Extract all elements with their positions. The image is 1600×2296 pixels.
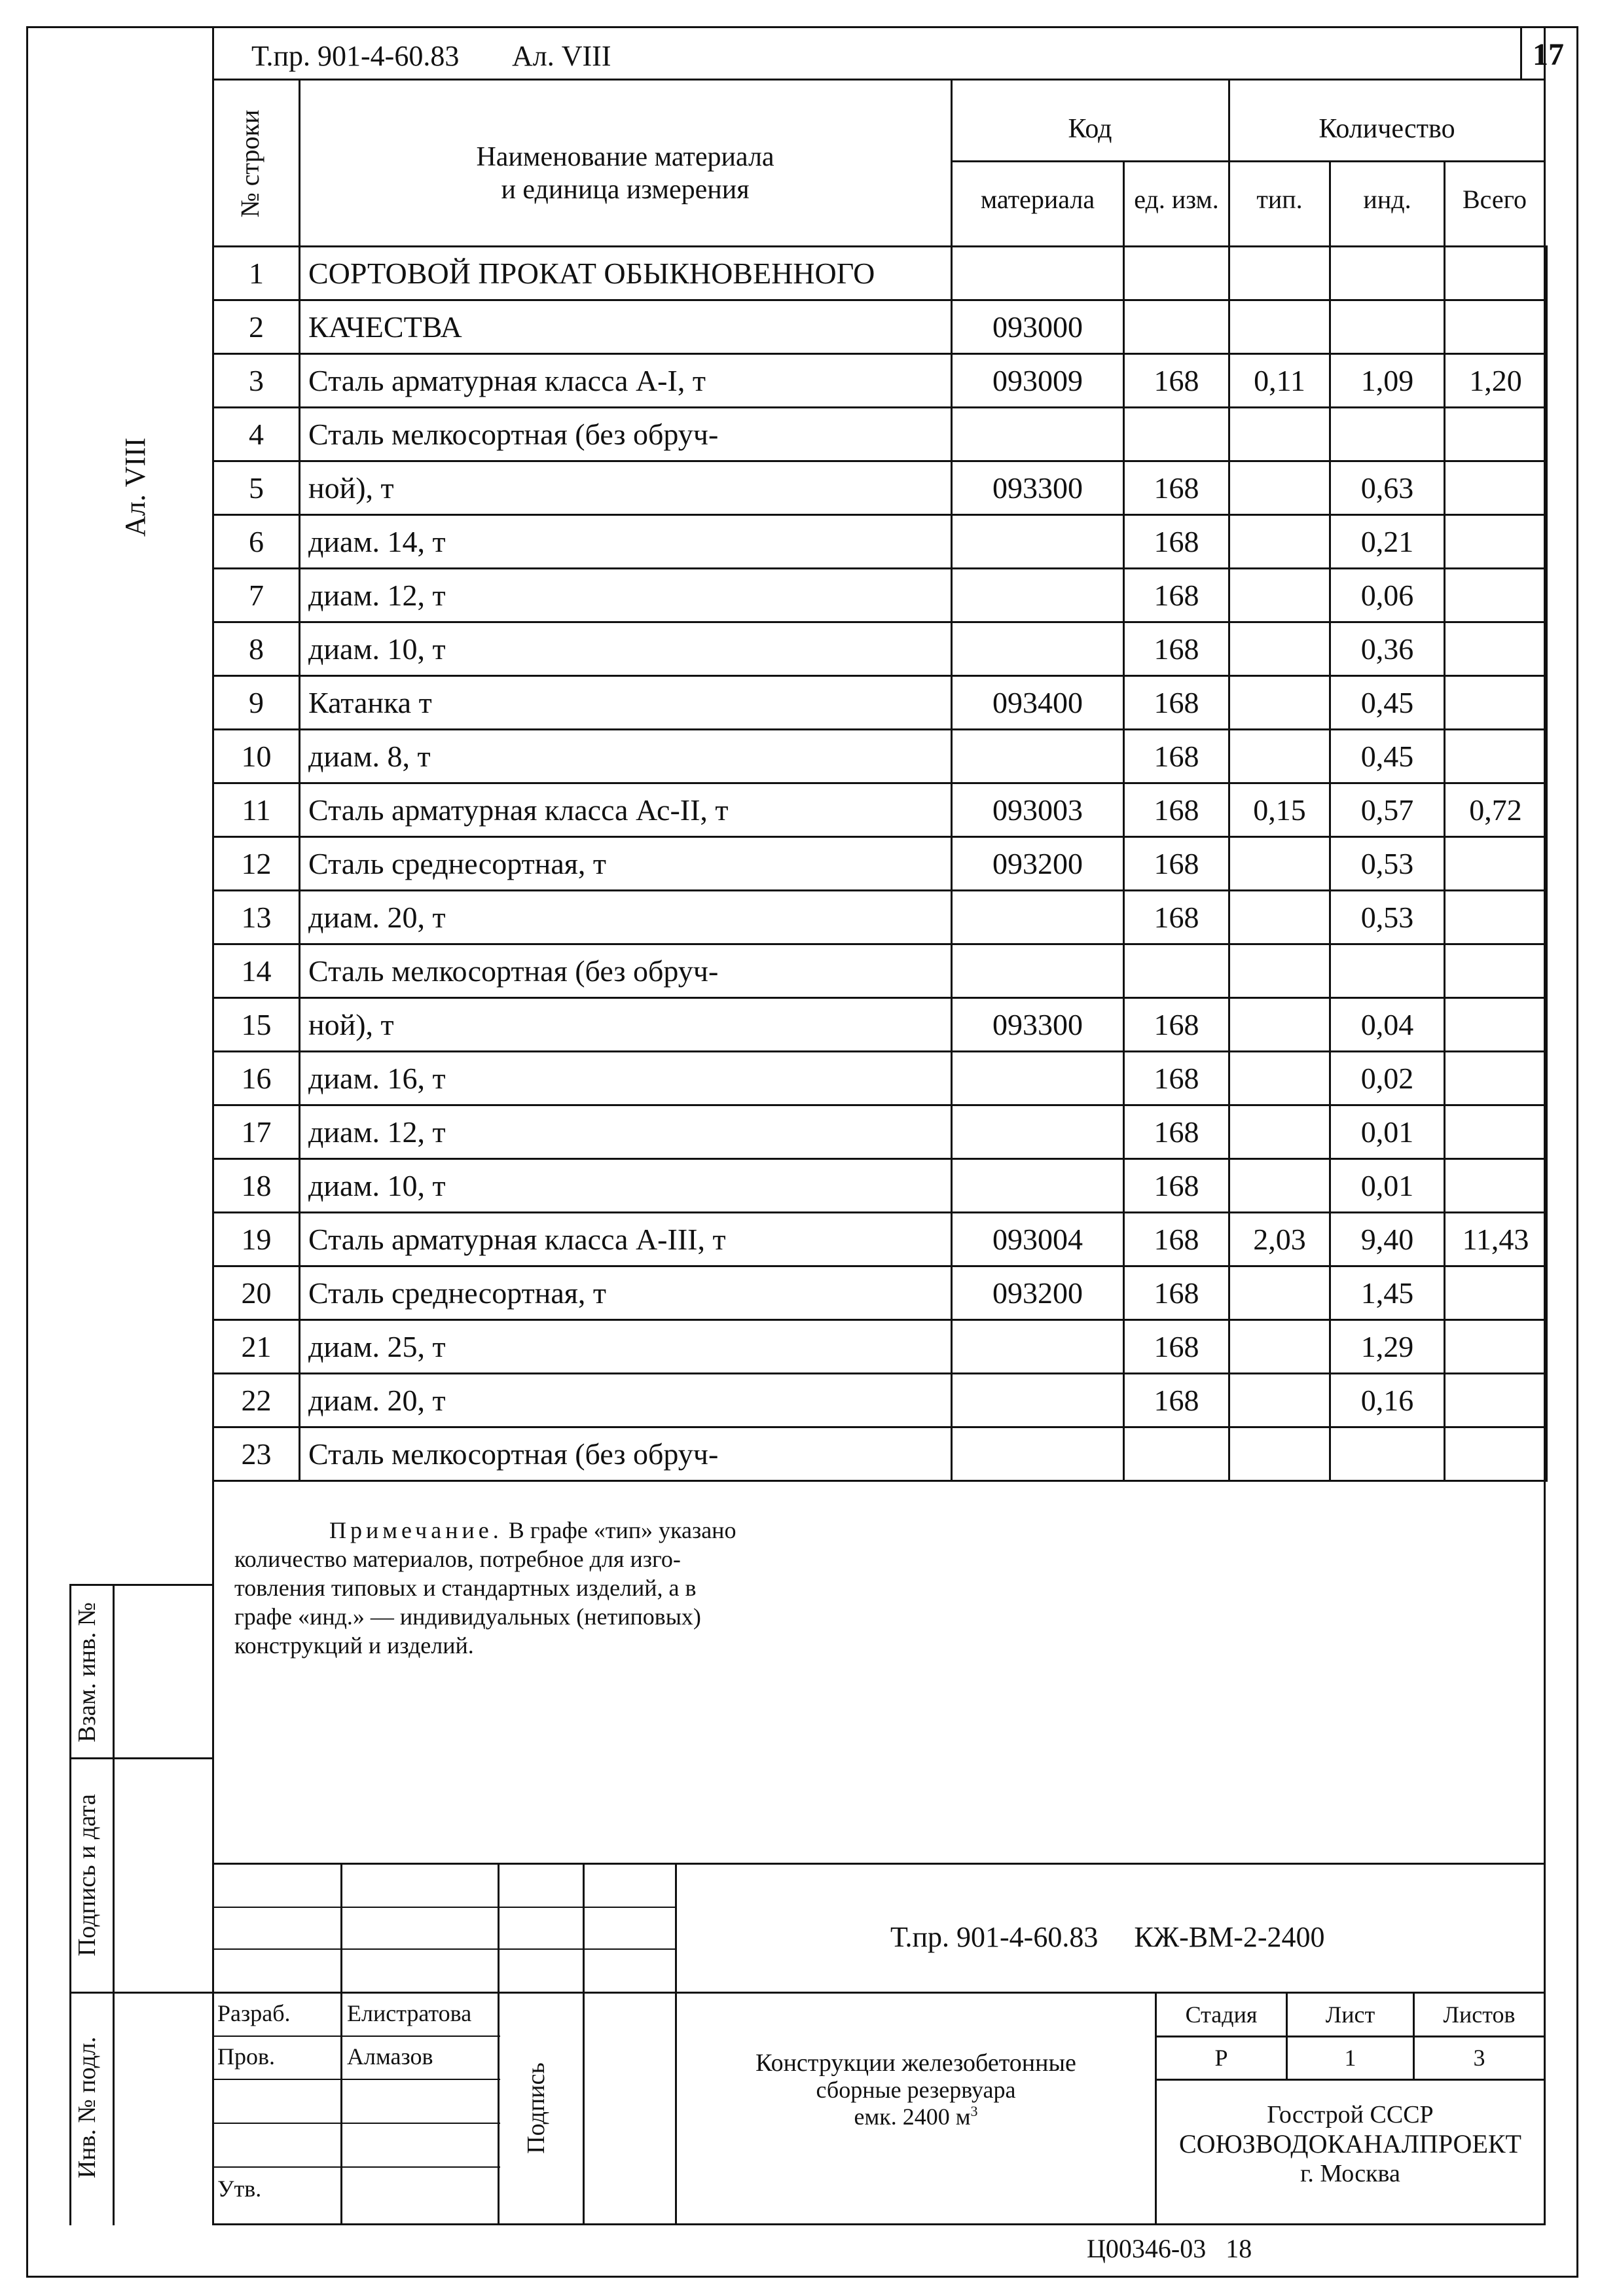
unit-code: 168 [1124, 837, 1229, 891]
table-row [213, 837, 1547, 891]
qty-typ [1229, 944, 1330, 998]
frame-right [1576, 26, 1578, 2278]
unit-code [1124, 408, 1229, 461]
unit-code: 168 [1124, 461, 1229, 515]
qty-typ [1229, 1105, 1330, 1159]
qty-total [1445, 622, 1547, 676]
material-name: диам. 12, т [300, 569, 952, 622]
material-name: диам. 10, т [300, 1159, 952, 1213]
table-row [213, 1159, 1547, 1213]
material-name: диам. 16, т [300, 1052, 952, 1105]
unit-code: 168 [1124, 515, 1229, 569]
row-number: 21 [213, 1320, 300, 1374]
title-line-1: Конструкции железобетонные [755, 2049, 1076, 2077]
tb-top [212, 1863, 1546, 1865]
name-check: Алмазов [347, 2043, 433, 2070]
qty-typ [1229, 622, 1330, 676]
qty-ind: 0,45 [1330, 730, 1445, 783]
material-name: Сталь среднесортная, т [300, 1266, 952, 1320]
row-number: 11 [213, 783, 300, 837]
unit-code [1124, 300, 1229, 354]
material-code [952, 1320, 1124, 1374]
qty-ind: 0,53 [1330, 837, 1445, 891]
col-code-group: Код [1068, 114, 1112, 144]
unit-code: 168 [1124, 1213, 1229, 1266]
qty-total: 11,43 [1445, 1213, 1547, 1266]
qty-typ [1229, 300, 1330, 354]
material-name: КАЧЕСТВА [300, 300, 952, 354]
row-number: 15 [213, 998, 300, 1052]
material-code [952, 891, 1124, 944]
unit-code [1124, 1427, 1229, 1481]
unit-code: 168 [1124, 1266, 1229, 1320]
note-line-2: количество материалов, потребное для изго- [234, 1546, 681, 1572]
table-row [213, 622, 1547, 676]
qty-typ [1229, 408, 1330, 461]
col-qty-ind: инд. [1363, 185, 1411, 214]
qty-ind: 0,06 [1330, 569, 1445, 622]
material-code [952, 408, 1124, 461]
org-line-2: СОЮЗВОДОКАНАЛПРОЕКТ [1179, 2129, 1521, 2159]
table-row [213, 569, 1547, 622]
tb-h-a [212, 1907, 677, 1908]
qty-ind [1330, 247, 1445, 300]
stage-value: Р [1214, 2045, 1228, 2071]
sheet-label: Лист [1325, 2001, 1375, 2028]
qty-total [1445, 300, 1547, 354]
hdr-v4 [1228, 79, 1230, 247]
table-row [213, 783, 1547, 837]
material-name: диам. 20, т [300, 1374, 952, 1427]
col-qty-group: Количество [1318, 114, 1455, 144]
qty-ind [1330, 300, 1445, 354]
col-code-material: материала [980, 185, 1095, 214]
qty-typ [1229, 1052, 1330, 1105]
tb-h-f [212, 2166, 500, 2168]
qty-total [1445, 998, 1547, 1052]
qty-total [1445, 676, 1547, 730]
row-number: 20 [213, 1266, 300, 1320]
material-code [952, 622, 1124, 676]
role-dev: Разраб. [217, 2000, 291, 2026]
qty-typ [1229, 1427, 1330, 1481]
qty-ind: 0,02 [1330, 1052, 1445, 1105]
qty-ind: 0,04 [1330, 998, 1445, 1052]
tb-h-stage1 [1155, 2036, 1546, 2037]
material-code: 093200 [952, 837, 1124, 891]
tb-h-e [212, 2123, 500, 2124]
side-stamp-h1 [69, 1584, 213, 1586]
row-number: 10 [213, 730, 300, 783]
table-row [213, 408, 1547, 461]
tb-v2 [498, 1863, 500, 2225]
table-row [213, 1374, 1547, 1427]
qty-ind [1330, 1427, 1445, 1481]
material-code: 093004 [952, 1213, 1124, 1266]
unit-code: 168 [1124, 569, 1229, 622]
unit-code: 168 [1124, 1159, 1229, 1213]
material-name: Сталь мелкосортная (без обруч- [300, 944, 952, 998]
qty-ind: 0,21 [1330, 515, 1445, 569]
stamp-podpis-data: Подпись и дата [73, 1793, 101, 1957]
material-code [952, 944, 1124, 998]
material-name: ной), т [300, 461, 952, 515]
qty-total [1445, 891, 1547, 944]
table-row [213, 247, 1547, 300]
unit-code [1124, 944, 1229, 998]
qty-ind: 0,63 [1330, 461, 1445, 515]
qty-typ [1229, 461, 1330, 515]
qty-total [1445, 944, 1547, 998]
qty-total [1445, 247, 1547, 300]
qty-total [1445, 837, 1547, 891]
materials-table [212, 245, 1548, 1482]
row-number: 17 [213, 1105, 300, 1159]
qty-typ [1229, 247, 1330, 300]
qty-typ [1229, 569, 1330, 622]
material-code [952, 1105, 1124, 1159]
sheets-value: 3 [1473, 2045, 1485, 2071]
qty-ind: 0,45 [1330, 676, 1445, 730]
col-row-no: № строки [235, 109, 264, 218]
stage-label: Стадия [1185, 2001, 1258, 2028]
row-number: 1 [213, 247, 300, 300]
title-line-3 [677, 2104, 1155, 2128]
row-number: 22 [213, 1374, 300, 1427]
qty-typ: 2,03 [1229, 1213, 1330, 1266]
qty-typ: 0,15 [1229, 783, 1330, 837]
qty-ind: 0,36 [1330, 622, 1445, 676]
qty-typ: 0,11 [1229, 354, 1330, 408]
role-approve: Утв. [217, 2176, 262, 2202]
org-line-1: Госстрой СССР [1267, 2101, 1434, 2128]
header-rule [212, 79, 1546, 81]
tb-h-stage2 [1155, 2079, 1546, 2081]
material-name: Сталь арматурная класса А-I, т [300, 354, 952, 408]
material-code [952, 515, 1124, 569]
material-code [952, 1159, 1124, 1213]
material-name: ной), т [300, 998, 952, 1052]
title-superscript: 3 [970, 2103, 978, 2119]
side-stamp-v1 [69, 1584, 71, 2225]
table-row [213, 1266, 1547, 1320]
material-code: 093003 [952, 783, 1124, 837]
table-row [213, 891, 1547, 944]
qty-total [1445, 1105, 1547, 1159]
material-code [952, 247, 1124, 300]
row-number: 6 [213, 515, 300, 569]
qty-total [1445, 408, 1547, 461]
material-code: 093400 [952, 676, 1124, 730]
note-text-1: В графе «тип» указано [508, 1517, 736, 1543]
row-number: 8 [213, 622, 300, 676]
unit-code: 168 [1124, 1374, 1229, 1427]
material-name: Сталь мелкосортная (без обруч- [300, 408, 952, 461]
org-line-3: г. Москва [1300, 2160, 1400, 2187]
tb-h-b [212, 1948, 677, 1950]
tb-v1 [340, 1863, 342, 2225]
qty-ind: 0,01 [1330, 1159, 1445, 1213]
side-stamp-v2 [113, 1584, 115, 2225]
qty-ind: 9,40 [1330, 1213, 1445, 1266]
unit-code [1124, 247, 1229, 300]
role-check: Пров. [217, 2043, 275, 2070]
material-name: Сталь арматурная класса А-III, т [300, 1213, 952, 1266]
unit-code: 168 [1124, 1052, 1229, 1105]
col-qty-typ: тип. [1256, 185, 1303, 214]
material-code: 093009 [952, 354, 1124, 408]
table-row [213, 944, 1547, 998]
qty-total [1445, 1427, 1547, 1481]
unit-code: 168 [1124, 622, 1229, 676]
table-row [213, 1213, 1547, 1266]
material-name: диам. 14, т [300, 515, 952, 569]
qty-total [1445, 1266, 1547, 1320]
col-name: Наименование материала и единица измерения [476, 142, 774, 206]
qty-typ [1229, 1266, 1330, 1320]
qty-total [1445, 569, 1547, 622]
material-code: 093000 [952, 300, 1124, 354]
header-album: Ал. VIII [512, 40, 611, 72]
inner-bottom [212, 2223, 1546, 2225]
qty-ind: 1,09 [1330, 354, 1445, 408]
qty-total [1445, 515, 1547, 569]
material-name: Сталь арматурная класса Ас-II, т [300, 783, 952, 837]
material-name: диам. 25, т [300, 1320, 952, 1374]
footer-code: Ц00346-03 18 [1087, 2234, 1252, 2263]
row-number: 19 [213, 1213, 300, 1266]
hdr-v1 [299, 79, 300, 247]
qty-total [1445, 1320, 1547, 1374]
qty-total [1445, 1159, 1547, 1213]
note-line-5: конструкций и изделий. [234, 1632, 474, 1659]
col-qty-total: Всего [1462, 185, 1527, 214]
row-number: 5 [213, 461, 300, 515]
tb-h-c [212, 2036, 500, 2037]
note-title: Примечание. [329, 1517, 503, 1543]
material-code: 093300 [952, 998, 1124, 1052]
material-code [952, 1052, 1124, 1105]
row-number: 3 [213, 354, 300, 408]
qty-total [1445, 730, 1547, 783]
qty-ind: 1,29 [1330, 1320, 1445, 1374]
qty-typ [1229, 515, 1330, 569]
qty-total: 0,72 [1445, 783, 1547, 837]
table-row [213, 1052, 1547, 1105]
tb-v4 [675, 1863, 677, 2225]
material-name: диам. 8, т [300, 730, 952, 783]
name-dev: Елистратова [347, 2000, 472, 2026]
qty-ind: 0,53 [1330, 891, 1445, 944]
unit-code: 168 [1124, 891, 1229, 944]
qty-typ [1229, 676, 1330, 730]
table-row [213, 1105, 1547, 1159]
material-code [952, 1427, 1124, 1481]
unit-code: 168 [1124, 354, 1229, 408]
side-stamp-h2 [69, 1757, 213, 1759]
qty-typ [1229, 730, 1330, 783]
row-number: 9 [213, 676, 300, 730]
tb-mid [212, 1992, 1546, 1994]
qty-total [1445, 1052, 1547, 1105]
frame-left [26, 26, 28, 2278]
signature-col: Подпись [522, 2062, 550, 2154]
table-row [213, 300, 1547, 354]
tb-h-d [212, 2079, 500, 2080]
material-name: СОРТОВОЙ ПРОКАТ ОБЫКНОВЕННОГО [300, 247, 952, 300]
row-number: 16 [213, 1052, 300, 1105]
row-number: 4 [213, 408, 300, 461]
table-row [213, 1427, 1547, 1481]
material-code: 093300 [952, 461, 1124, 515]
qty-typ [1229, 837, 1330, 891]
unit-code: 168 [1124, 730, 1229, 783]
unit-code: 168 [1124, 998, 1229, 1052]
col-code-unit: ед. изм. [1134, 185, 1219, 214]
qty-total: 1,20 [1445, 354, 1547, 408]
material-name: диам. 10, т [300, 622, 952, 676]
qty-ind: 1,45 [1330, 1266, 1445, 1320]
frame-top [26, 26, 1578, 28]
qty-typ [1229, 1320, 1330, 1374]
material-code: 093200 [952, 1266, 1124, 1320]
row-number: 23 [213, 1427, 300, 1481]
qty-typ [1229, 891, 1330, 944]
qty-ind: 0,16 [1330, 1374, 1445, 1427]
note-line-1 [329, 1518, 736, 1542]
note-line-3: товления типовых и стандартных изделий, а в [234, 1575, 697, 1601]
qty-total [1445, 461, 1547, 515]
material-code [952, 1374, 1124, 1427]
row-number: 13 [213, 891, 300, 944]
material-name: диам. 12, т [300, 1105, 952, 1159]
unit-code: 168 [1124, 783, 1229, 837]
unit-code: 168 [1124, 676, 1229, 730]
tb-v3 [583, 1863, 585, 2225]
frame-bottom [26, 2276, 1578, 2278]
header-project: Т.пр. 901-4-60.83 [251, 40, 460, 72]
qty-total [1445, 1374, 1547, 1427]
qty-typ [1229, 1159, 1330, 1213]
table-row [213, 461, 1547, 515]
material-name: Катанка т [300, 676, 952, 730]
hdr-h-mid [951, 160, 1544, 162]
material-code [952, 569, 1124, 622]
sheets-label: Листов [1443, 2001, 1516, 2028]
material-code [952, 730, 1124, 783]
unit-code: 168 [1124, 1320, 1229, 1374]
material-name: Сталь мелкосортная (без обруч- [300, 1427, 952, 1481]
table-row [213, 354, 1547, 408]
material-name: диам. 20, т [300, 891, 952, 944]
material-name: Сталь среднесортная, т [300, 837, 952, 891]
row-number: 14 [213, 944, 300, 998]
side-stamp-h3 [69, 1992, 213, 1994]
unit-code: 168 [1124, 1105, 1229, 1159]
page-number: 17 [1533, 37, 1564, 72]
qty-typ [1229, 998, 1330, 1052]
note-line-4: графе «инд.» — индивидуальных (нетиповых) [234, 1604, 701, 1630]
row-number: 2 [213, 300, 300, 354]
qty-ind: 0,01 [1330, 1105, 1445, 1159]
table-row [213, 730, 1547, 783]
row-number: 12 [213, 837, 300, 891]
doc-code: Т.пр. 901-4-60.83 КЖ-ВМ-2-2400 [890, 1921, 1325, 1953]
qty-ind: 0,57 [1330, 783, 1445, 837]
table-row [213, 676, 1547, 730]
sheet-value: 1 [1344, 2045, 1356, 2071]
title-line-2: сборные резервуара [816, 2077, 1016, 2103]
qty-ind [1330, 408, 1445, 461]
stamp-vzam: Взам. инв. № [73, 1602, 101, 1743]
qty-typ [1229, 1374, 1330, 1427]
stamp-inv-podl: Инв. № подл. [73, 2036, 101, 2179]
table-row [213, 515, 1547, 569]
title-line-3-text: емк. 2400 м [854, 2104, 971, 2130]
qty-ind [1330, 944, 1445, 998]
row-number: 18 [213, 1159, 300, 1213]
table-row [213, 1320, 1547, 1374]
row-number: 7 [213, 569, 300, 622]
side-album-label: Ал. VIII [119, 437, 151, 537]
hdr-v2 [951, 79, 953, 247]
table-row [213, 998, 1547, 1052]
